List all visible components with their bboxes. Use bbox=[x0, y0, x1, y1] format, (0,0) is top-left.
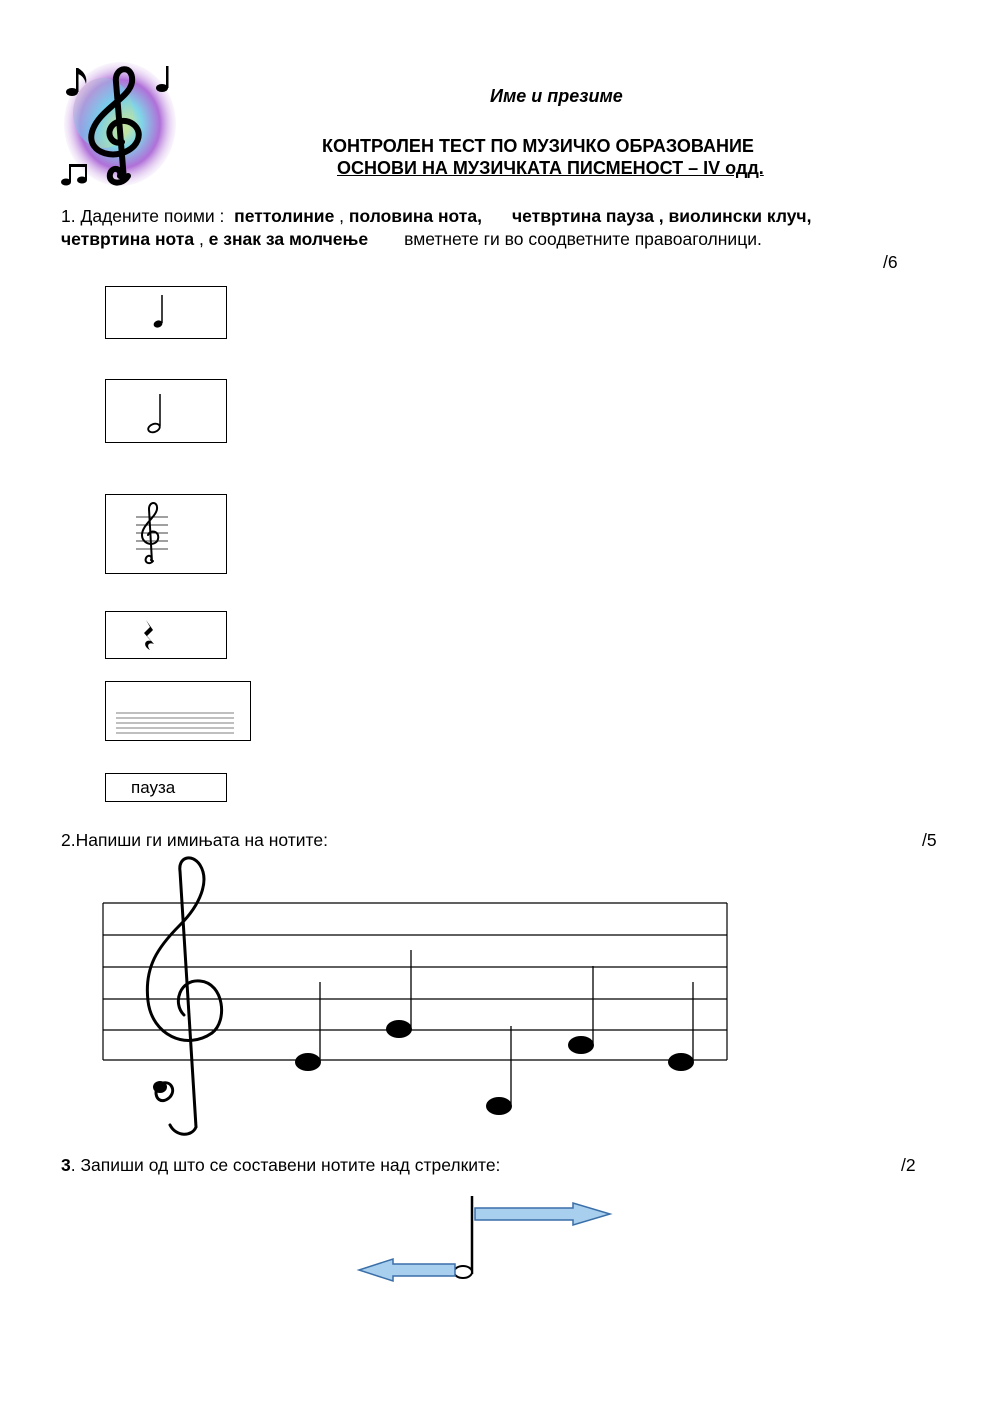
note-3 bbox=[486, 1097, 512, 1115]
student-name-label: Име и презиме bbox=[490, 86, 623, 106]
question-1-score: /6 bbox=[883, 252, 898, 272]
answer-box-staff[interactable] bbox=[105, 681, 251, 741]
half-note-icon bbox=[106, 380, 226, 442]
term-silence-sign: е знак за молчење bbox=[208, 229, 369, 249]
question-1-number: 1. bbox=[61, 206, 76, 226]
note-1 bbox=[295, 1053, 321, 1071]
answer-box-pause[interactable] bbox=[105, 773, 227, 802]
question-3-score: /2 bbox=[901, 1155, 916, 1175]
answer-box-quarter-rest[interactable] bbox=[105, 611, 227, 659]
question-1-intro: Дадените поими : bbox=[80, 206, 225, 226]
staff-lines-icon bbox=[106, 682, 250, 740]
arrow-left-icon bbox=[359, 1259, 455, 1281]
term-half-note: половина нота, bbox=[348, 206, 482, 226]
arrow-right-icon bbox=[475, 1203, 610, 1225]
note-4 bbox=[568, 1036, 594, 1054]
music-logo bbox=[58, 58, 176, 193]
note-staff bbox=[100, 855, 740, 1140]
answer-box-treble-clef[interactable] bbox=[105, 494, 227, 574]
note-parts-diagram bbox=[355, 1190, 615, 1290]
question-2-score: /5 bbox=[922, 830, 937, 850]
question-1: 1. Дадените поими : петтолиние , половина нота, четвртина пауза , виолински клуч, четвртина нота , е знак за молчење вметнете ги во соодветните правоаголници. bbox=[61, 206, 812, 249]
note-2 bbox=[386, 1020, 412, 1038]
answer-box-quarter-note[interactable] bbox=[105, 286, 227, 339]
test-title: КОНТРОЛЕН ТЕСТ ПО МУЗИЧКО ОБРАЗОВАНИЕ bbox=[322, 136, 754, 156]
term-staff: петтолиние bbox=[234, 206, 335, 226]
quarter-rest-icon bbox=[106, 612, 226, 658]
pause-label: пауза bbox=[131, 778, 176, 797]
question-2: 2.Напиши ги имињата на нотите: bbox=[61, 830, 328, 850]
question-3: 3. Запиши од што се составени нотите над стрелките: bbox=[61, 1155, 501, 1175]
answer-box-half-note[interactable] bbox=[105, 379, 227, 443]
test-subtitle: ОСНОВИ НА МУЗИЧКАТА ПИСМЕНОСТ – IV одд. bbox=[337, 158, 764, 178]
note-head bbox=[454, 1266, 472, 1278]
term-rest-clef: четвртина пауза , виолински клуч, bbox=[511, 206, 812, 226]
quarter-note-icon bbox=[106, 287, 226, 338]
question-1-instruction: вметнете ги во соодветните правоаголници. bbox=[404, 229, 762, 249]
treble-clef-staff-icon bbox=[106, 495, 226, 573]
note-5 bbox=[668, 1053, 694, 1071]
term-quarter-note: четвртина нота bbox=[61, 229, 195, 249]
staff-notes bbox=[295, 950, 694, 1115]
